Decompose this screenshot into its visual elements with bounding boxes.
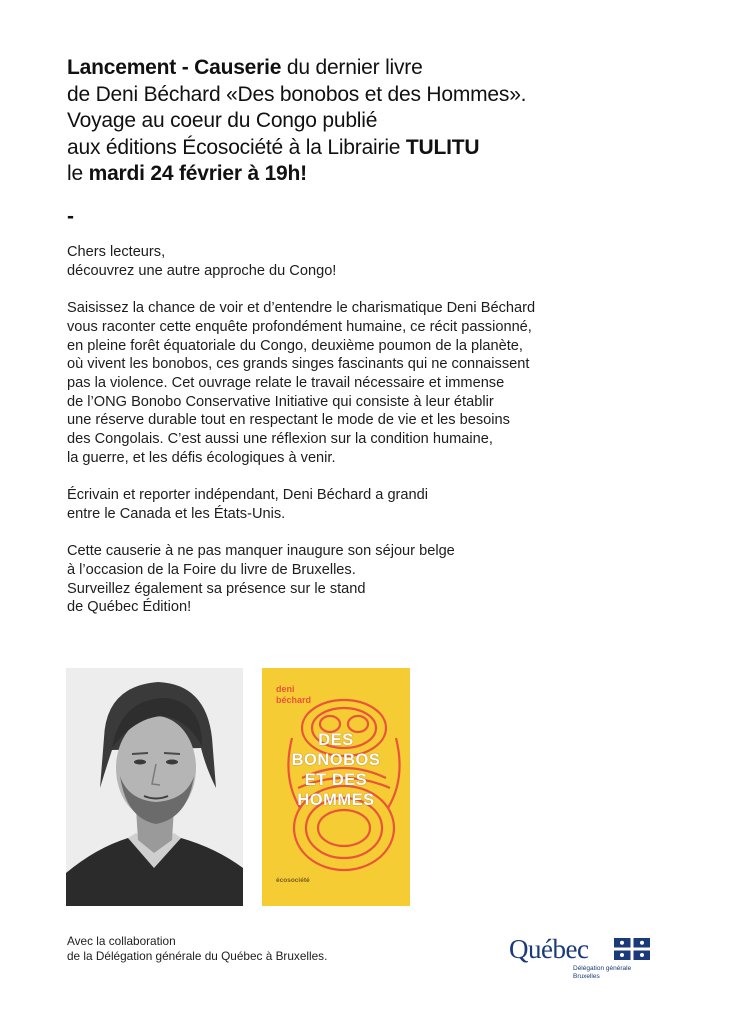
quebec-flag-icon	[614, 938, 650, 960]
book-cover	[262, 668, 410, 906]
description-line: en pleine forêt équatoriale du Congo, deuxième poumon de la planète,	[67, 337, 523, 354]
info-line: Surveillez également sa présence sur le stand	[67, 580, 366, 597]
info-line: à l’occasion de la Foire du livre de Bruxelles.	[67, 561, 356, 578]
logo-sub-line-2: Bruxelles	[573, 972, 600, 980]
headline-event-type: Lancement - Causerie	[67, 56, 282, 79]
headline-line5-pre: le	[67, 162, 89, 185]
cover-author	[276, 684, 311, 706]
info-line: de Québec Édition!	[67, 599, 192, 616]
description-line: où vivent les bonobos, ces grands singes fascinants qui ne connaissent	[67, 356, 530, 373]
collab-line-2: de la Délégation générale du Québec à Bruxelles.	[67, 949, 328, 963]
cover-title-line: HOMMES	[297, 791, 375, 809]
cover-author-last: béchard	[276, 695, 312, 705]
collaboration-credit	[67, 934, 327, 964]
description-line: la guerre, et les défis écologiques à venir.	[67, 449, 336, 466]
headline-line2: de Deni Béchard «Des bonobos et des Hommes».	[67, 82, 527, 106]
description-paragraph	[67, 299, 667, 467]
body-text	[67, 243, 667, 636]
cover-publisher: écosociété	[276, 877, 310, 884]
greeting-line-1: Chers lecteurs,	[67, 244, 166, 260]
author-portrait-image	[66, 668, 243, 906]
section-separator: -	[67, 205, 74, 228]
cover-title-line: BONOBOS	[291, 751, 381, 769]
quebec-wordmark: Québec	[509, 934, 589, 964]
event-info-paragraph	[67, 542, 667, 617]
greeting-paragraph	[67, 243, 667, 280]
headline-line3: Voyage au coeur du Congo publié	[67, 109, 378, 132]
description-line: des Congolais. C’est aussi une réflexion sur la condition humaine,	[67, 431, 493, 448]
cover-author-first: deni	[276, 684, 295, 694]
greeting-line-2: découvrez une autre approche du Congo!	[67, 262, 337, 279]
description-line: Saisissez la chance de voir et d’entendre le charismatique Deni Béchard	[67, 300, 536, 317]
bio-line: entre le Canada et les États-Unis.	[67, 505, 286, 522]
cover-title	[262, 730, 410, 810]
description-line: une réserve durable tout en respectant le mode de vie et les besoins	[67, 412, 510, 429]
description-line: vous raconter cette enquête profondément humaine, ce récit passionné,	[67, 318, 532, 335]
description-line: pas la violence. Cet ouvrage relate le travail nécessaire et immense	[67, 374, 505, 391]
headline-line4-pre: aux éditions Écosociété à la Librairie	[67, 135, 406, 159]
quebec-logo-subtitle	[573, 965, 653, 980]
headline-date: mardi 24 février à 19h!	[88, 162, 307, 185]
info-line: Cette causerie à ne pas manquer inaugure son séjour belge	[67, 543, 455, 560]
bio-line: Écrivain et reporter indépendant, Deni Béchard a grandi	[67, 487, 429, 504]
author-bio-paragraph	[67, 486, 667, 523]
quebec-logo	[509, 936, 659, 986]
logo-sub-line-1: Délégation générale	[573, 965, 632, 972]
cover-title-line: DES	[318, 731, 354, 749]
event-headline	[67, 55, 687, 188]
headline-bookstore: TULITU	[405, 135, 480, 159]
cover-title-line: ET DES	[304, 771, 368, 789]
author-photo	[66, 668, 243, 906]
collab-line-1: Avec la collaboration	[67, 934, 176, 948]
headline-line1-rest: du dernier livre	[281, 56, 423, 79]
description-line: de l’ONG Bonobo Conservative Initiative qui consiste à leur établir	[67, 393, 494, 410]
